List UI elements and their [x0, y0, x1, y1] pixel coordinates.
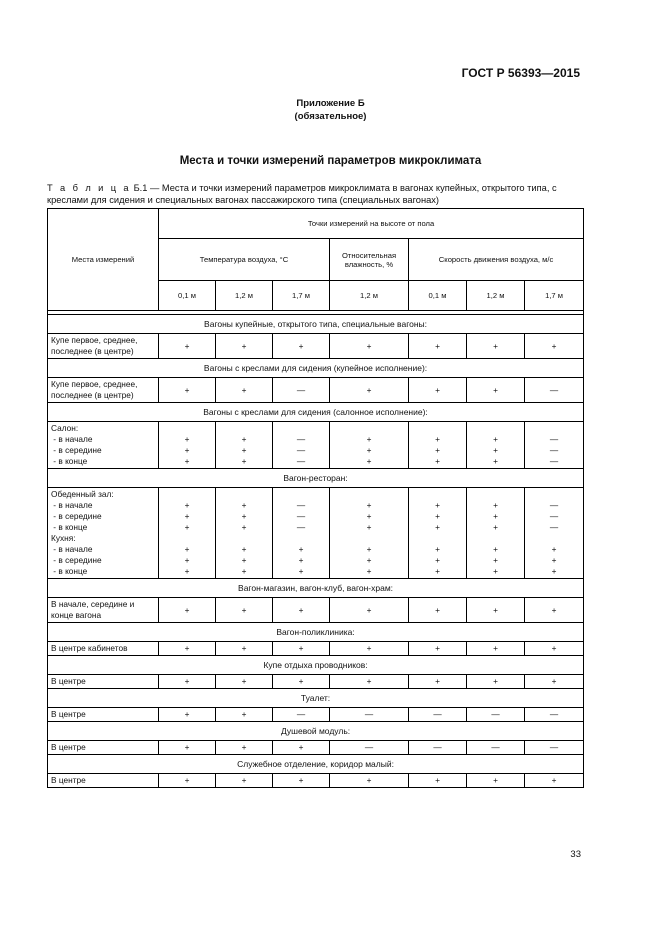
mark-value: + — [241, 456, 247, 466]
mark-value: — — [364, 742, 374, 752]
mark-value: + — [184, 676, 190, 686]
place-line: - в конце — [51, 522, 88, 532]
mark-value: + — [241, 434, 247, 444]
mark-value: + — [241, 340, 247, 351]
section-title-cell: Вагон-ресторан: — [48, 469, 584, 488]
place-cell — [48, 488, 159, 579]
mark-value: + — [184, 566, 190, 576]
mark-cell — [409, 422, 467, 469]
mark-cell — [159, 422, 216, 469]
mark-value: + — [184, 544, 190, 554]
mark-cell — [409, 642, 467, 656]
table-row — [48, 642, 584, 656]
mark-value: + — [184, 456, 190, 466]
mark-value: — — [549, 500, 559, 510]
mark-value: + — [366, 522, 372, 532]
section-row — [48, 755, 584, 774]
mark-cell — [467, 422, 525, 469]
table-row — [48, 422, 584, 469]
mark-value: + — [298, 340, 304, 351]
section-title-cell: Служебное отделение, коридор малый: — [48, 755, 584, 774]
mark-value: — — [549, 456, 559, 466]
place-cell — [48, 708, 159, 722]
mark-cell — [273, 708, 330, 722]
mark-value: — — [549, 742, 559, 752]
section-title-cell: Вагоны купейные, открытого типа, специальные вагоны: — [48, 315, 584, 334]
mark-value: + — [551, 566, 557, 576]
mark-value: — — [296, 456, 306, 466]
mark-value: + — [435, 434, 440, 444]
mark-value: + — [241, 384, 247, 395]
section-title-cell: Вагоны с креслами для сидения (купейное исполнение): — [48, 359, 584, 378]
mark-value: — — [491, 742, 500, 752]
table-row — [48, 774, 584, 788]
mark-cell — [159, 642, 216, 656]
place-line: - в середине — [51, 445, 102, 455]
mark-value: + — [493, 555, 498, 565]
mark-cell — [467, 741, 525, 755]
mark-cell — [216, 741, 273, 755]
mark-cell — [409, 675, 467, 689]
annex-heading — [0, 97, 661, 123]
mark-cell — [525, 378, 584, 403]
mark-value: + — [298, 604, 304, 615]
mark-value: + — [366, 456, 372, 466]
mark-value — [162, 489, 212, 500]
mark-value: + — [241, 742, 247, 752]
mark-value: + — [551, 676, 557, 686]
mark-value: + — [366, 500, 372, 510]
mark-value: + — [435, 456, 440, 466]
mark-cell — [330, 741, 409, 755]
mark-cell — [273, 642, 330, 656]
mark-value: + — [551, 555, 557, 565]
mark-cell — [216, 642, 273, 656]
mark-cell — [467, 334, 525, 359]
mark-cell — [159, 378, 216, 403]
mark-value: + — [435, 566, 440, 576]
mark-cell — [525, 741, 584, 755]
mark-value — [412, 489, 463, 500]
mark-cell — [330, 334, 409, 359]
mark-value: + — [241, 566, 247, 576]
section-row — [48, 359, 584, 378]
mark-cell — [216, 708, 273, 722]
measurement-table — [47, 208, 584, 788]
mark-cell — [467, 598, 525, 623]
mark-cell — [467, 774, 525, 788]
header-air-temperature: Температура воздуха, °С — [159, 239, 330, 281]
mark-value: + — [184, 340, 190, 351]
mark-value — [333, 533, 405, 544]
header-speed-height-17: 1,7 м — [525, 281, 584, 311]
mark-value — [219, 489, 269, 500]
mark-cell — [525, 488, 584, 579]
mark-cell — [216, 422, 273, 469]
mark-value: — — [296, 384, 306, 395]
mark-value: + — [241, 643, 247, 653]
mark-value: + — [493, 456, 498, 466]
mark-value: — — [549, 522, 559, 532]
mark-value: + — [366, 676, 372, 686]
mark-value: + — [551, 643, 557, 653]
mark-value: + — [366, 775, 372, 785]
mark-value: + — [493, 544, 498, 554]
header-humidity-height-12: 1,2 м — [330, 281, 409, 311]
mark-value — [333, 489, 405, 500]
mark-cell — [409, 774, 467, 788]
mark-cell — [273, 422, 330, 469]
mark-cell — [216, 598, 273, 623]
table-row — [48, 675, 584, 689]
mark-value: + — [184, 555, 190, 565]
mark-value: + — [493, 643, 498, 653]
mark-cell — [467, 378, 525, 403]
mark-value: + — [241, 775, 247, 785]
place-line: В центре — [51, 709, 86, 719]
mark-value: + — [366, 544, 372, 554]
mark-value: + — [298, 555, 304, 565]
section-row — [48, 315, 584, 334]
mark-cell — [159, 774, 216, 788]
header-points-at-height: Точки измерений на высоте от пола — [159, 209, 584, 239]
header-temp-height-12: 1,2 м — [216, 281, 273, 311]
place-line: - в середине — [51, 511, 102, 521]
mark-value: + — [435, 676, 440, 686]
mark-cell — [216, 675, 273, 689]
mark-value: — — [549, 511, 559, 521]
mark-value: + — [366, 604, 372, 615]
section-title: Места и точки измерений параметров микроклимата — [179, 155, 482, 167]
mark-value: — — [296, 434, 306, 444]
mark-cell — [216, 488, 273, 579]
mark-value: + — [184, 604, 190, 615]
place-line: В центре — [51, 775, 86, 785]
mark-cell — [525, 774, 584, 788]
mark-value: — — [491, 709, 500, 719]
mark-value: — — [549, 709, 559, 719]
mark-value: + — [366, 511, 372, 521]
section-row — [48, 689, 584, 708]
mark-value: + — [435, 384, 440, 395]
document-code: ГОСТ Р 56393—2015 — [461, 66, 580, 80]
mark-value: — — [296, 511, 306, 521]
table-label: Т а б л и ц а — [47, 183, 131, 193]
place-line: Купе первое, среднее, — [51, 335, 138, 345]
mark-value: + — [493, 384, 498, 395]
mark-value: + — [241, 676, 247, 686]
mark-value — [470, 423, 521, 434]
table-row — [48, 378, 584, 403]
mark-value — [528, 423, 580, 434]
mark-value: + — [366, 555, 372, 565]
mark-value: + — [184, 522, 190, 532]
annex-status: (обязательное) — [294, 111, 367, 122]
header-humidity: Относительная влажность, % — [330, 239, 409, 281]
mark-value: + — [241, 544, 247, 554]
mark-cell — [273, 741, 330, 755]
mark-cell — [273, 598, 330, 623]
section-row — [48, 579, 584, 598]
mark-value: + — [493, 775, 498, 785]
mark-value — [412, 533, 463, 544]
table-row — [48, 708, 584, 722]
mark-cell — [216, 774, 273, 788]
mark-cell — [216, 334, 273, 359]
mark-value: + — [298, 544, 304, 554]
mark-value: + — [366, 340, 372, 351]
mark-value: + — [184, 709, 190, 719]
mark-value: + — [493, 604, 498, 615]
mark-value: + — [184, 643, 190, 653]
place-line: последнее (в центре) — [51, 390, 134, 400]
place-line: - в конце — [51, 566, 88, 576]
mark-value: + — [435, 340, 440, 351]
section-row — [48, 722, 584, 741]
mark-cell — [330, 675, 409, 689]
mark-cell — [159, 708, 216, 722]
mark-value: + — [435, 544, 440, 554]
section-row — [48, 469, 584, 488]
mark-cell — [159, 334, 216, 359]
place-line: Салон: — [51, 423, 79, 433]
mark-value: + — [241, 709, 247, 719]
section-title-cell: Вагон-магазин, вагон-клуб, вагон-храм: — [48, 579, 584, 598]
mark-cell — [330, 774, 409, 788]
mark-value: — — [433, 709, 442, 719]
mark-value: + — [435, 555, 440, 565]
mark-cell — [525, 422, 584, 469]
header-speed-height-01: 0,1 м — [409, 281, 467, 311]
mark-cell — [159, 598, 216, 623]
table-row — [48, 334, 584, 359]
place-line: Обеденный зал: — [51, 489, 114, 499]
section-title-cell: Душевой модуль: — [48, 722, 584, 741]
mark-value: + — [551, 775, 557, 785]
mark-value: + — [551, 604, 557, 615]
place-line: Купе первое, среднее, — [51, 379, 138, 389]
mark-value — [528, 533, 580, 544]
mark-value: + — [241, 445, 247, 455]
mark-value — [470, 489, 521, 500]
mark-value: + — [184, 445, 190, 455]
mark-cell — [525, 598, 584, 623]
mark-cell — [467, 642, 525, 656]
header-places: Места измерений — [48, 209, 159, 311]
mark-value — [219, 533, 269, 544]
place-line: - в начале — [51, 500, 93, 510]
mark-value: — — [549, 384, 559, 395]
place-cell — [48, 598, 159, 623]
header-speed-height-12: 1,2 м — [467, 281, 525, 311]
mark-value: — — [549, 445, 559, 455]
place-line: В центре кабинетов — [51, 643, 128, 653]
mark-cell — [330, 488, 409, 579]
header-temp-height-17: 1,7 м — [273, 281, 330, 311]
place-line: последнее (в центре) — [51, 346, 134, 356]
place-cell — [48, 642, 159, 656]
mark-value: + — [241, 500, 247, 510]
mark-value — [333, 423, 405, 434]
place-line: В центре — [51, 742, 86, 752]
mark-value: + — [435, 500, 440, 510]
mark-value: + — [493, 566, 498, 576]
mark-value: + — [551, 340, 557, 351]
mark-value: + — [184, 384, 190, 395]
mark-cell — [409, 708, 467, 722]
mark-cell — [273, 774, 330, 788]
section-title-cell: Вагон-поликлиника: — [48, 623, 584, 642]
mark-value: — — [296, 522, 306, 532]
mark-value: + — [366, 566, 372, 576]
section-title-cell: Вагоны с креслами для сидения (салонное исполнение): — [48, 403, 584, 422]
place-line: Кухня: — [51, 533, 76, 543]
place-line: - в середине — [51, 555, 102, 565]
mark-value: — — [296, 500, 306, 510]
mark-cell — [273, 488, 330, 579]
mark-value: + — [435, 775, 440, 785]
mark-value: + — [366, 643, 372, 653]
place-line: - в начале — [51, 434, 93, 444]
place-cell — [48, 334, 159, 359]
mark-value: + — [493, 445, 498, 455]
mark-value: + — [298, 566, 304, 576]
place-line: В центре — [51, 676, 86, 686]
section-title-cell: Туалет: — [48, 689, 584, 708]
mark-value: + — [241, 522, 247, 532]
mark-cell — [273, 334, 330, 359]
mark-cell — [409, 334, 467, 359]
mark-cell — [525, 642, 584, 656]
mark-cell — [159, 675, 216, 689]
mark-value — [276, 489, 326, 500]
table-caption-text: Б.1 — Места и точки измерений параметров микроклимата в вагонах купейных, открытого типа, с креслами для сидения и специальных вагонах пассажирского типа (специальных вагонах) — [47, 183, 557, 205]
place-cell — [48, 378, 159, 403]
place-cell — [48, 675, 159, 689]
mark-value: + — [184, 500, 190, 510]
mark-value — [528, 489, 580, 500]
mark-value: + — [366, 434, 372, 444]
mark-value — [276, 533, 326, 544]
mark-cell — [330, 708, 409, 722]
mark-value: + — [241, 555, 247, 565]
mark-cell — [467, 708, 525, 722]
mark-cell — [409, 598, 467, 623]
mark-value: + — [493, 522, 498, 532]
mark-cell — [330, 422, 409, 469]
place-cell — [48, 422, 159, 469]
mark-value: — — [433, 742, 442, 752]
mark-value: + — [298, 676, 304, 686]
mark-value: + — [184, 775, 190, 785]
mark-value: + — [493, 676, 498, 686]
mark-value: + — [184, 434, 190, 444]
mark-value: + — [298, 775, 304, 785]
mark-value: + — [435, 511, 440, 521]
place-line: - в конце — [51, 456, 88, 466]
place-line: - в начале — [51, 544, 93, 554]
table-row — [48, 741, 584, 755]
mark-value: + — [435, 522, 440, 532]
mark-value: + — [435, 643, 440, 653]
mark-value — [412, 423, 463, 434]
mark-cell — [467, 488, 525, 579]
mark-value: + — [298, 643, 304, 653]
table-row — [48, 488, 584, 579]
mark-value: + — [241, 511, 247, 521]
table-caption — [47, 183, 587, 206]
place-cell — [48, 774, 159, 788]
mark-value — [162, 423, 212, 434]
mark-value: + — [493, 434, 498, 444]
mark-cell — [525, 708, 584, 722]
mark-cell — [525, 675, 584, 689]
section-title-cell: Купе отдыха проводников: — [48, 656, 584, 675]
mark-value: + — [493, 500, 498, 510]
mark-cell — [159, 488, 216, 579]
mark-value: + — [366, 384, 372, 395]
mark-value — [219, 423, 269, 434]
mark-value: + — [184, 742, 190, 752]
mark-cell — [273, 675, 330, 689]
place-cell — [48, 741, 159, 755]
mark-cell — [467, 675, 525, 689]
mark-cell — [330, 378, 409, 403]
mark-cell — [273, 378, 330, 403]
header-air-speed: Скорость движения воздуха, м/с — [409, 239, 584, 281]
mark-cell — [409, 378, 467, 403]
mark-cell — [525, 334, 584, 359]
mark-value: — — [296, 445, 306, 455]
section-row — [48, 403, 584, 422]
place-line: конце вагона — [51, 610, 102, 620]
mark-value: — — [364, 709, 374, 719]
mark-cell — [330, 642, 409, 656]
mark-value: + — [435, 445, 440, 455]
mark-cell — [409, 488, 467, 579]
mark-value: + — [493, 340, 498, 351]
mark-value: + — [184, 511, 190, 521]
page-number: 33 — [570, 849, 581, 860]
mark-value: + — [298, 742, 304, 752]
section-row — [48, 656, 584, 675]
mark-cell — [409, 741, 467, 755]
mark-value: + — [493, 511, 498, 521]
place-line: В начале, середине и — [51, 599, 135, 609]
table-row — [48, 598, 584, 623]
annex-title: Приложение Б — [296, 98, 365, 109]
mark-value: + — [366, 445, 372, 455]
mark-value — [276, 423, 326, 434]
mark-value: — — [549, 434, 559, 444]
mark-cell — [216, 378, 273, 403]
mark-value — [470, 533, 521, 544]
mark-value: — — [296, 709, 306, 719]
header-temp-height-01: 0,1 м — [159, 281, 216, 311]
mark-value — [162, 533, 212, 544]
mark-cell — [330, 598, 409, 623]
mark-cell — [159, 741, 216, 755]
mark-value: + — [551, 544, 557, 554]
mark-value: + — [435, 604, 440, 615]
section-row — [48, 623, 584, 642]
mark-value: + — [241, 604, 247, 615]
